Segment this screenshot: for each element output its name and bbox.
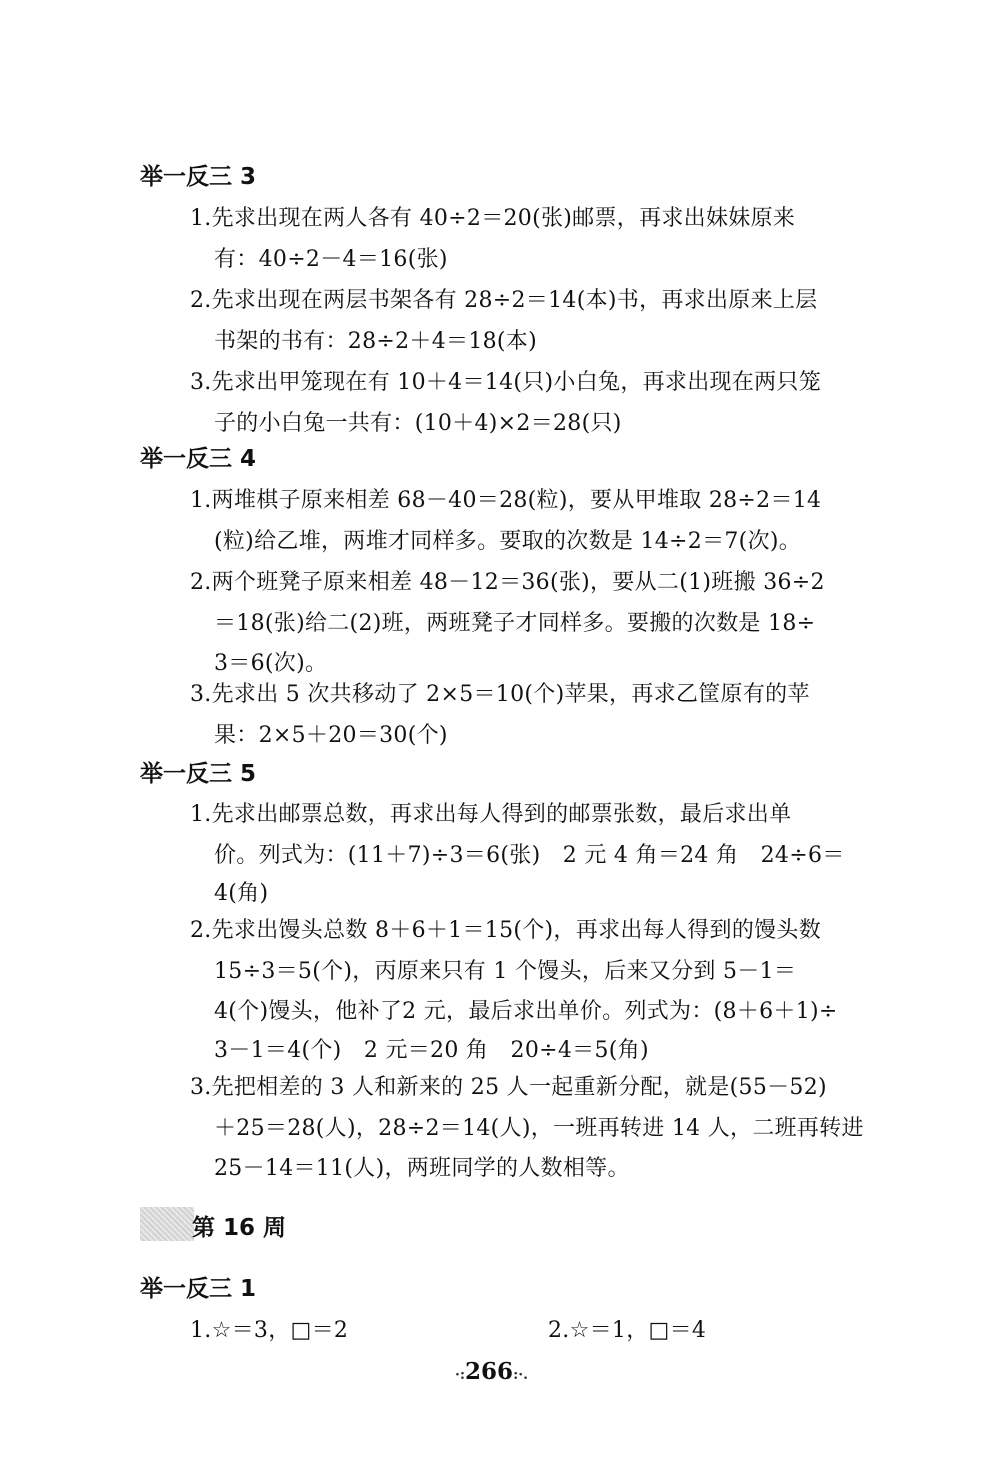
answer-line: 3.先把相差的 3 人和新来的 25 人一起重新分配，就是(55－52): [190, 1075, 827, 1100]
answer-line: 子的小白兔一共有：(10＋4)×2＝28(只): [214, 411, 622, 436]
answer-line: ＝18(张)给二(2)班，两班凳子才同样多。要搬的次数是 18÷: [214, 611, 816, 636]
answer-line: 3.先求出甲笼现在有 10＋4＝14(只)小白兔，再求出现在两只笼: [190, 370, 822, 395]
page-number-dots-left: ·:: [455, 1367, 466, 1383]
page-number-dots-right: :·.: [513, 1367, 528, 1383]
answer-line: 3.先求出 5 次共移动了 2×5＝10(个)苹果，再求乙筐原有的苹: [190, 682, 810, 707]
answer-line: (粒)给乙堆，两堆才同样多。要取的次数是 14÷2＝7(次)。: [214, 529, 802, 554]
answer-line: 3－1＝4(个) 2 元＝20 角 20÷4＝5(角): [214, 1038, 649, 1063]
answer-line: 3＝6(次)。: [214, 651, 328, 676]
answer-line: 1.两堆棋子原来相差 68－40＝28(粒)，要从甲堆取 28÷2＝14: [190, 488, 822, 513]
answer-line: 价。列式为：(11＋7)÷3＝6(张) 2 元 4 角＝24 角 24÷6＝: [214, 843, 845, 868]
page-number: [455, 1358, 528, 1385]
answer-line: 1.先求出现在两人各有 40÷2＝20(张)邮票，再求出妹妹原来: [190, 206, 796, 231]
page-number-value: 266: [465, 1358, 514, 1385]
answer-line: 2.两个班凳子原来相差 48－12＝36(张)，要从二(1)班搬 36÷2: [190, 570, 825, 595]
answer-line: 果：2×5＋20＝30(个): [214, 723, 448, 748]
answer-line: 4(个)馒头，他补了2 元，最后求出单价。列式为：(8＋6＋1)÷: [214, 999, 838, 1024]
section-heading: 举一反三 1: [140, 1276, 257, 1302]
answer-line: 有：40÷2－4＝16(张): [214, 247, 448, 272]
answer-line: 书架的书有：28÷2＋4＝18(本): [214, 329, 537, 354]
week-header-shade: [140, 1207, 194, 1241]
week-header: [140, 1207, 300, 1241]
answer-line: ＋25＝28(人)，28÷2＝14(人)，一班再转进 14 人，二班再转进: [214, 1116, 864, 1141]
answer-line: 4(角): [214, 881, 269, 906]
answer-line: 25－14＝11(人)，两班同学的人数相等。: [214, 1156, 630, 1181]
answer-line: 2.☆＝1，□＝4: [548, 1318, 707, 1343]
answer-line: 1.☆＝3，□＝2: [190, 1318, 349, 1343]
answer-line: 2.先求出现在两层书架各有 28÷2＝14(本)书，再求出原来上层: [190, 288, 818, 313]
answer-line: 1.先求出邮票总数，再求出每人得到的邮票张数，最后求出单: [190, 802, 792, 827]
answer-line: 15÷3＝5(个)，丙原来只有 1 个馒头，后来又分到 5－1＝: [214, 959, 797, 984]
section-heading: 举一反三 3: [140, 164, 257, 190]
answer-line: 2.先求出馒头总数 8＋6＋1＝15(个)，再求出每人得到的馒头数: [190, 918, 822, 943]
section-heading: 举一反三 4: [140, 446, 257, 472]
section-heading: 举一反三 5: [140, 761, 257, 787]
week-title: 第 16 周: [192, 1215, 287, 1241]
